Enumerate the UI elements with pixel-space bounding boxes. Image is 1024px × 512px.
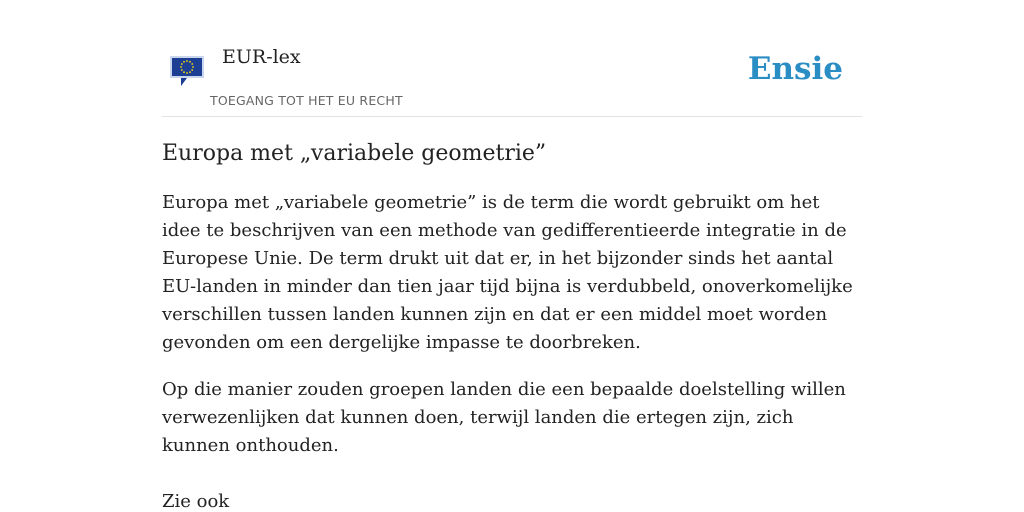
site-title[interactable]: EUR-lex <box>222 46 301 68</box>
eu-flag-speech-bubble-icon[interactable] <box>169 55 205 87</box>
page-title: Europa met „variabele geometrie” <box>162 141 547 166</box>
site-header <box>162 0 862 117</box>
article <box>162 138 862 512</box>
article-paragraph: Europa met „variabele geometrie” is de term die wordt gebruikt om het idee te beschrijven van een methode van gedifferentieerde integratie in de Europese Unie. De term drukt uit dat er, in het bijzonder sinds het aantal EU-landen in minder dan tien jaar tijd bijna is verdubbeld, onoverkomelijke verschillen tussen landen kunnen zijn en dat er een middel moet worden gevonden om een dergelijke impasse te doorbreken. <box>162 192 853 353</box>
article-paragraph: Op die manier zouden groepen landen die een bepaalde doelstelling willen verwezenlijken dat kunnen doen, terwijl landen die ertegen zijn, zich kunnen onthouden. <box>162 379 846 456</box>
site-tagline: TOEGANG TOT HET EU RECHT <box>210 93 403 108</box>
see-also-heading: Zie ook <box>162 491 230 512</box>
brand-logo-link[interactable]: Ensie <box>747 51 843 87</box>
